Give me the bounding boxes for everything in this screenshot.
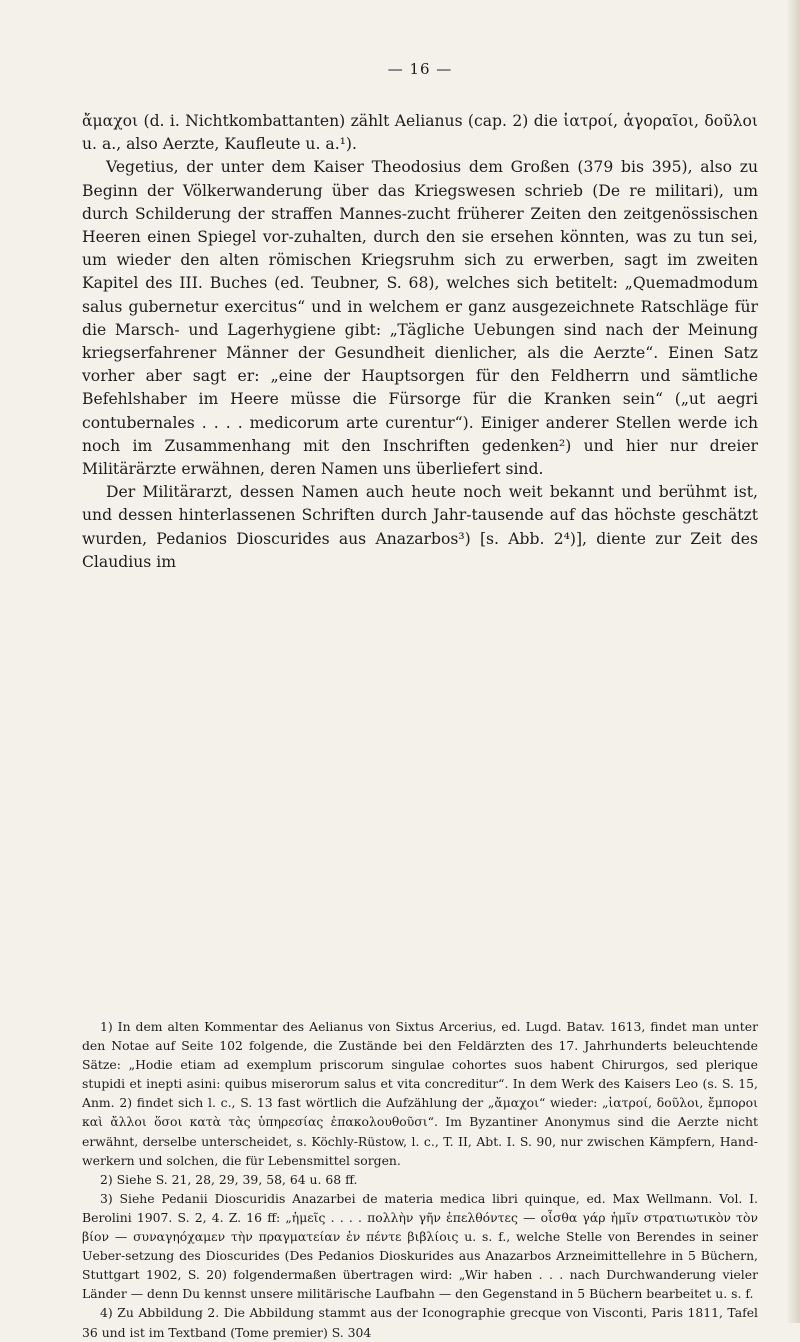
- page-edge-shadow: [786, 0, 800, 1323]
- footnotes: [82, 1017, 758, 1342]
- page-number: — 16 —: [387, 60, 453, 78]
- footnote: 2) Siehe S. 21, 28, 29, 39, 58, 64 u. 68 ff.: [100, 1171, 358, 1187]
- footnote: 4) Zu Abbildung 2. Die Abbildung stammt aus der Iconographie grecque von Visconti, Paris 1811, Tafel 36 und ist im Textband (Tome premier) S. 304: [82, 1305, 758, 1340]
- footnote: 3) Siehe Pedanii Dioscuridis Anazarbei de materia medica libri quinque, ed. Max Wellmann. Vol. I. Berolini 1907. S. 2, 4. Z. 16 ff: „ἡμεῖς . . . . πολλὴν γῆν ἐπελθόντες — οἶσθα γάρ ἡμῖν στρατιωτικὸν τὸν βίον — συναγηόχαμεν τὴν πραγματείαν ἐν πέντε βιβλίοις u. s. f., welche Stelle von Berendes in seiner Ueber-setzung des Dioscurides (Des Pedanios Dioskurides aus Anazarbos Arzneimittellehre in 5 Büchern, Stuttgart 1902, S. 20) folgendermaßen übertragen wird: „Wir haben . . . nach Durchwanderung vieler Länder — denn Du kennst unsere militärische Laufbahn — den Gegenstand in 5 Büchern bearbeitet u. s. f.: [82, 1190, 758, 1302]
- paragraph: ἄμαχοι (d. i. Nichtkombattanten) zählt Aelianus (cap. 2) die ἰατροί, ἀγοραῖοι, δοῦλοι u. a., also Aerzte, Kaufleute u. a.¹).: [82, 112, 758, 154]
- main-text: [82, 110, 758, 574]
- paragraph: Der Militärarzt, dessen Namen auch heute noch weit bekannt und berühmt ist, und dessen hinterlassenen Schriften durch Jahr-tausende auf das höchste geschätzt wurden, Pedanios Dioscurides aus Anazarbos³) [s. Abb. 2⁴)], diente zur Zeit des Claudius im: [82, 483, 758, 571]
- paragraph: Vegetius, der unter dem Kaiser Theodosius dem Großen (379 bis 395), also zu Beginn der Völkerwanderung über das Kriegswesen schrieb (De re militari), um durch Schilderung der straffen Mannes-zucht früherer Zeiten den zeitgenössischen Heeren einen Spiegel vor-zuhalten, durch den sie ersehen könnten, was zu tun sei, um wieder den alten römischen Kriegsruhm sich zu erwerben, sagt im zweiten Kapitel des III. Buches (ed. Teubner, S. 68), welches sich betitelt: „Quemadmodum salus gubernetur exercitus“ und in welchem er ganz ausgezeichnete Ratschläge für die Marsch- und Lagerhygiene gibt: „Tägliche Uebungen sind nach der Meinung kriegserfahrener Männer der Gesundheit dienlicher, als die Aerzte“. Einen Satz vorher aber sagt er: „eine der Hauptsorgen für den Feldherrn und sämtliche Befehlshaber im Heere müsse die Fürsorge für die Kranken sein“ („ut aegri contubernales . . . . medicorum arte curentur“). Einiger anderer Stellen werde ich noch im Zusammenhang mit den Inschriften gedenken²) und hier nur dreier Militärärzte erwähnen, deren Namen uns überliefert sind.: [82, 158, 758, 479]
- footnote: 1) In dem alten Kommentar des Aelianus von Sixtus Arcerius, ed. Lugd. Batav. 1613, findet man unter den Notae auf Seite 102 folgende, die Zustände bei den Feldärzten des 17. Jahrhunderts beleuchtende Sätze: „Hodie etiam ad exemplum priscorum singulae cohortes suos habent Chirurgos, sed plerique stupidi et inepti asini: quibus miserorum salus et vita concreditur“. In dem Werk des Kaisers Leo (s. S. 15, Anm. 2) findet sich l. c., S. 13 fast wörtlich die Aufzählung der „ἄμαχοι“ wieder: „ἰατροί, δοῦλοι, ἔμποροι καὶ ἄλλοι ὅσοι κατὰ τὰς ὑπηρεσίας ἐπακολουθοῦσι“. Im Byzantiner Anonymus sind die Aerzte nicht erwähnt, derselbe unterscheidet, s. Köchly-Rüstow, l. c., T. II, Abt. I. S. 90, nur zwischen Kämpfern, Hand-werkern und solchen, die für Lebensmittel sorgen.: [82, 1019, 758, 1168]
